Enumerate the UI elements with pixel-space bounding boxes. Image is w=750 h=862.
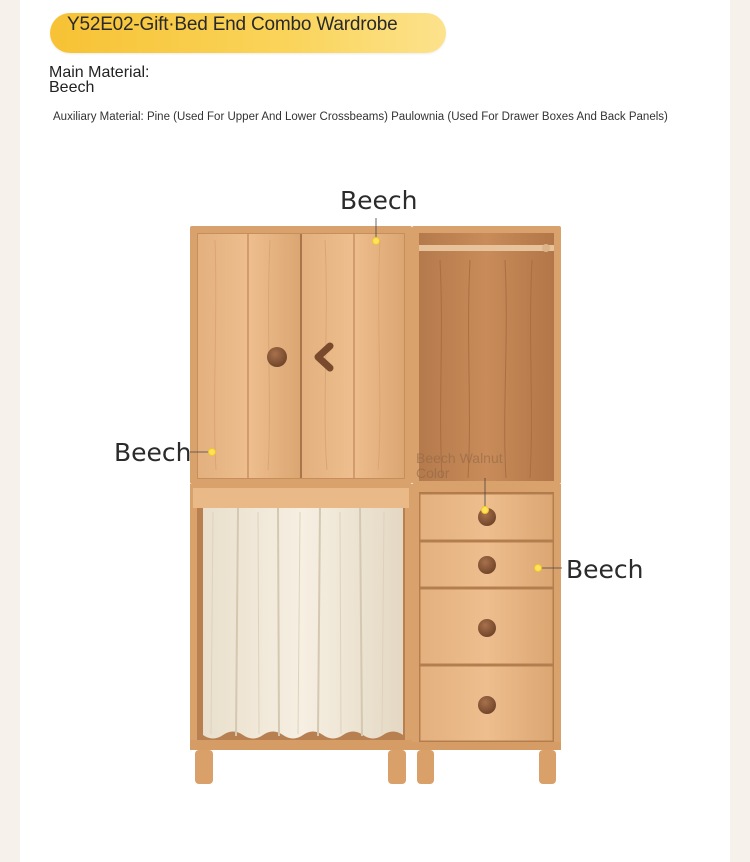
left-upper-cabinet — [190, 226, 412, 484]
drawer-knob-icon — [478, 556, 496, 574]
marker-dot-icon — [209, 449, 216, 456]
marker-dot-icon — [373, 238, 380, 245]
right-upper-open-cabinet — [412, 226, 561, 484]
callout-center-walnut: Beech Walnut Color — [416, 451, 503, 481]
left-lower-curtain-cabinet — [190, 484, 412, 784]
callout-right-beech: Beech — [566, 555, 644, 584]
main-material-value: Beech — [49, 79, 95, 96]
marker-dot-icon — [535, 565, 542, 572]
drawer-knob-icon — [478, 619, 496, 637]
main-material-label: Main Material: — [49, 64, 150, 81]
drawer-knob-icon — [478, 696, 496, 714]
door-knob-round-icon — [267, 347, 287, 367]
auxiliary-material: Auxiliary Material: Pine (Used For Upper And Lower Crossbeams) Paulownia (Used For Drawer Boxes And Back Panels) — [53, 111, 668, 123]
callout-top-beech: Beech — [340, 186, 418, 215]
callout-left-beech: Beech — [114, 438, 192, 467]
product-title: Y52E02-Gift·Bed End Combo Wardrobe — [67, 14, 398, 35]
marker-dot-icon — [482, 507, 489, 514]
right-lower-drawer-cabinet — [412, 484, 561, 784]
